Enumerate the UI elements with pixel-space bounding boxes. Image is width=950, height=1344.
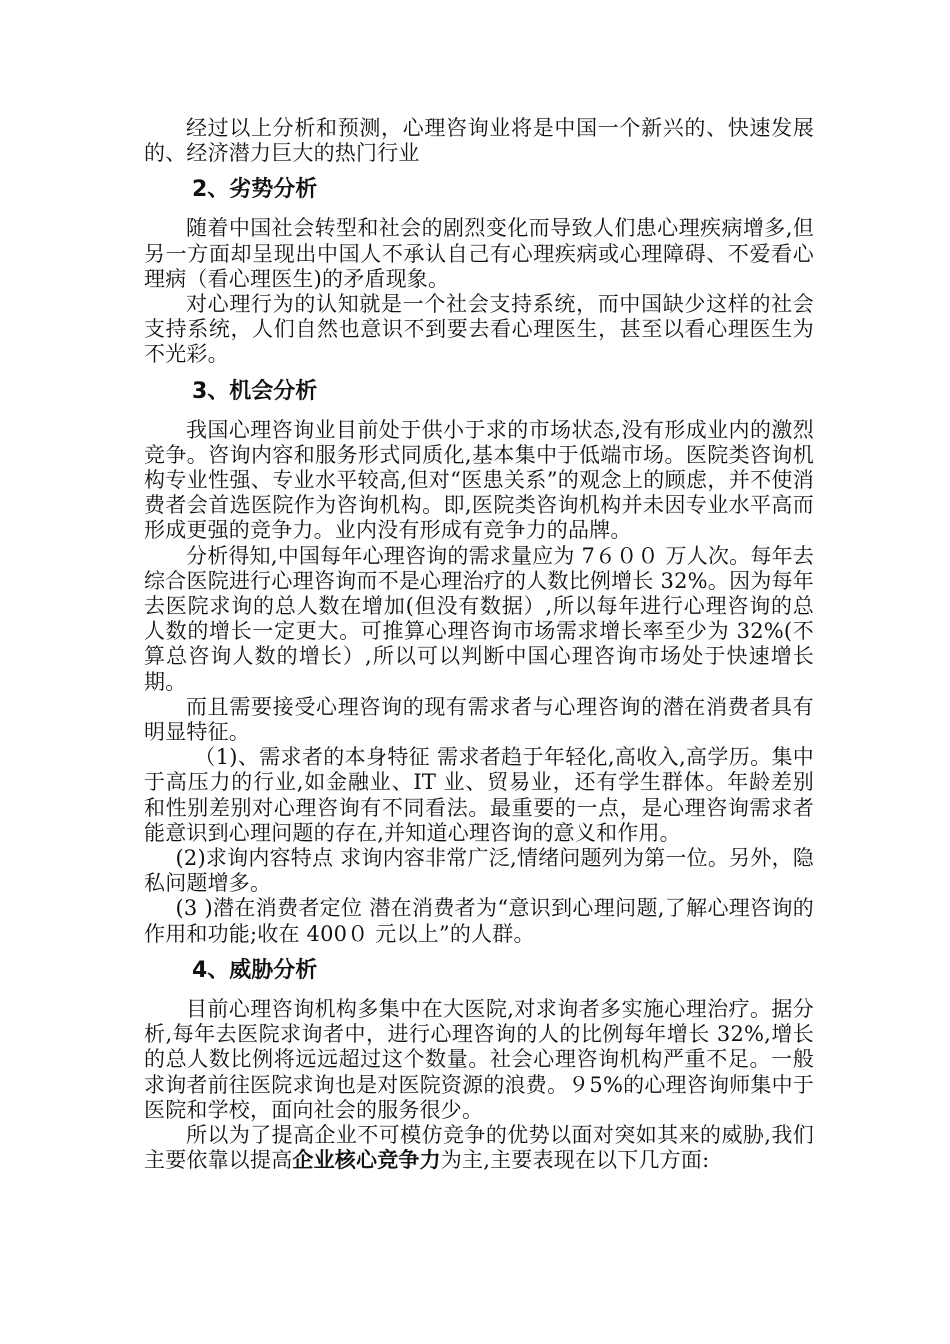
paragraph-inquiry-content: (2)求询内容特点 求询内容非常广泛,情绪问题列为第一位。另外，隐私问题增多。 <box>144 846 814 896</box>
paragraph-opportunity-3: 而且需要接受心理咨询的现有需求者与心理咨询的潜在消费者具有明显特征。 <box>144 694 814 745</box>
paragraph-opportunity-2: 分析得知,中国每年心理咨询的需求量应为 7６００ 万人次。每年去综合医院进行心理咨询而不是心理治疗的人数比例增长 32%。因为每年去医院求询的总人数在增加(但没有数据）,所以每年进行心理咨询的总人数的增长一定更大。可推算心理咨询市场需求增长率至少为 32%(不算总咨询人数的增长）,所以可以判断中国心理咨询市场处于快速增长期。 <box>144 543 814 694</box>
document-body <box>144 116 814 1173</box>
core-competitiveness-emphasis: 企业核心竞争力 <box>292 1148 441 1173</box>
heading-threat-analysis: 4、威胁分析 <box>192 957 318 983</box>
heading-weakness-analysis: 2、劣势分析 <box>192 177 318 203</box>
paragraph-potential-consumers: (3 )潜在消费者定位 潜在消费者为“意识到心理问题,了解心理咨询的作用和功能;收在 400０ 元以上”的人群。 <box>144 896 814 946</box>
paragraph-threat-2-text-b: 为主,主要表现在以下几方面: <box>440 1148 710 1173</box>
paragraph-threat-2-text-a: 所以为了提高企业不可模仿竞争的优势以面对突如其来的威胁,我们主要依靠以提高 <box>144 1122 814 1173</box>
paragraph-threat-1: 目前心理咨询机构多集中在大医院,对求询者多实施心理治疗。据分析,每年去医院求询者中，进行心理咨询的人的比例每年增长 32%,增长的总人数比例将远远超过这个数量。社会心理咨询机构严重不足。一般求询者前往医院求询也是对医院资源的浪费。９5%的心理咨询师集中于医院和学校，面向社会的服务很少。 <box>144 996 814 1122</box>
paragraph-conclusion: 经过以上分析和预测，心理咨询业将是中国一个新兴的、快速发展的、经济潜力巨大的热门行业 <box>144 116 814 166</box>
paragraph-threat-2 <box>144 1123 814 1173</box>
paragraph-opportunity-1: 我国心理咨询业目前处于供小于求的市场状态,没有形成业内的激烈竞争。咨询内容和服务形式同质化,基本集中于低端市场。医院类咨询机构专业性强、专业水平较高,但对“医患关系”的观念上的顾虑，并不使消费者会首选医院作为咨询机构。即,医院类咨询机构并未因专业水平高而形成更强的竞争力。业内没有形成有竞争力的品牌。 <box>144 417 814 543</box>
paragraph-weakness-1: 随着中国社会转型和社会的剧烈变化而导致人们患心理疾病增多,但另一方面却呈现出中国人不承认自己有心理疾病或心理障碍、不爱看心理病（看心理医生)的矛盾现象。 <box>144 216 814 291</box>
heading-opportunity-analysis: 3、机会分析 <box>192 378 318 404</box>
paragraph-weakness-2: 对心理行为的认知就是一个社会支持系统，而中国缺少这样的社会支持系统，人们自然也意识不到要去看心理医生，甚至以看心理医生为不光彩。 <box>144 292 814 367</box>
paragraph-demand-traits: （1)、需求者的本身特征 需求者趋于年轻化,高收入,高学历。集中于高压力的行业,如金融业、IT 业、贸易业，还有学生群体。年龄差别和性别差别对心理咨询有不同看法。最重要的一点，是心理咨询需求者能意识到心理问题的存在,并知道心理咨询的意义和作用。 <box>144 745 814 845</box>
